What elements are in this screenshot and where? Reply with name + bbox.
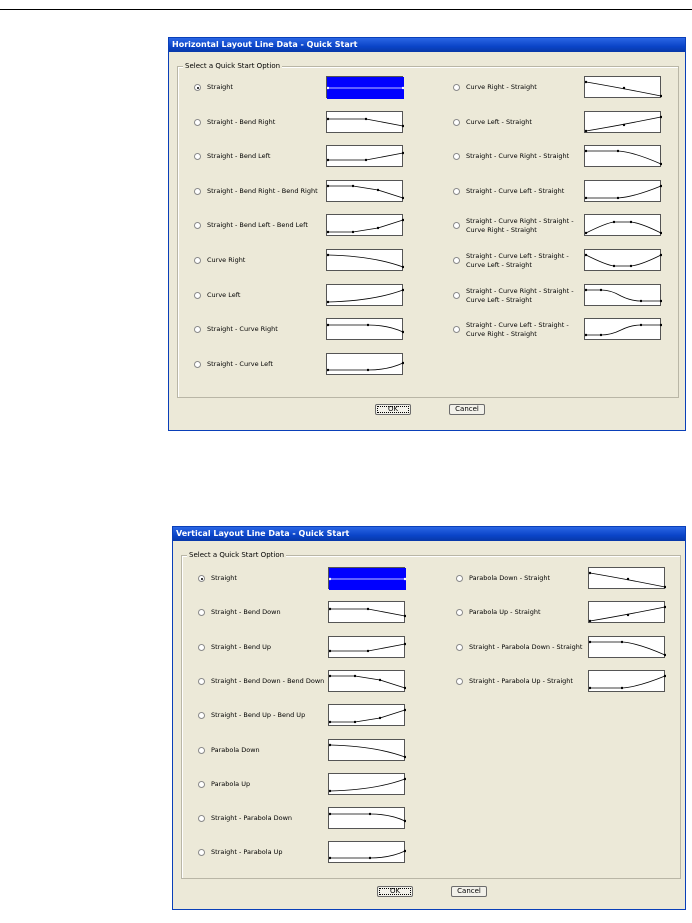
radio-button[interactable] xyxy=(198,712,205,719)
horizontal-quick-start-dialog xyxy=(168,37,686,431)
preview-point xyxy=(352,231,354,233)
option-preview xyxy=(326,284,403,306)
quick-start-option[interactable] xyxy=(453,286,593,304)
radio-button[interactable] xyxy=(453,188,460,195)
option-label: Straight - Curve Right - Straight xyxy=(466,152,570,161)
preview-point xyxy=(660,115,662,117)
preview-point xyxy=(640,324,642,326)
option-label: Straight - Curve Left - Straight - Curve Right - Straight xyxy=(466,321,569,339)
preview-line xyxy=(330,710,405,722)
preview-point xyxy=(329,857,331,859)
preview-point xyxy=(402,288,404,290)
preview-point xyxy=(617,197,619,199)
option-label: Straight - Bend Left xyxy=(207,152,271,161)
dialog-title: Horizontal Layout Line Data - Quick Start xyxy=(169,38,685,52)
option-label: Straight - Parabola Down xyxy=(211,814,293,823)
quick-start-option[interactable] xyxy=(453,187,593,199)
preview-point xyxy=(367,324,369,326)
quick-start-option[interactable] xyxy=(194,83,334,95)
vertical-quick-start-dialog xyxy=(172,526,686,910)
radio-button[interactable] xyxy=(198,849,205,856)
radio-button[interactable] xyxy=(453,153,460,160)
quick-start-option[interactable] xyxy=(194,187,334,199)
quick-start-option[interactable] xyxy=(198,780,338,792)
page-header-rule xyxy=(0,9,692,10)
option-preview xyxy=(588,636,665,658)
preview-point xyxy=(404,820,406,822)
radio-button[interactable] xyxy=(456,678,463,685)
preview-point xyxy=(379,717,381,719)
ok-button[interactable]: OK xyxy=(377,886,413,897)
preview-point xyxy=(664,653,666,655)
option-label: Curve Left - Straight xyxy=(466,117,532,126)
preview-point xyxy=(369,857,371,859)
option-preview xyxy=(326,353,403,375)
preview-point xyxy=(600,334,602,336)
preview-line xyxy=(586,325,661,335)
radio-button[interactable] xyxy=(194,84,201,91)
radio-button[interactable] xyxy=(198,815,205,822)
option-preview xyxy=(584,111,661,133)
option-preview xyxy=(328,601,405,623)
quick-start-option[interactable] xyxy=(198,608,338,620)
preview-point xyxy=(402,331,404,333)
preview-point xyxy=(585,150,587,152)
radio-button[interactable] xyxy=(456,609,463,616)
preview-point xyxy=(365,159,367,161)
quick-start-option[interactable] xyxy=(456,574,596,586)
quick-start-option[interactable] xyxy=(453,321,593,339)
preview-point xyxy=(402,266,404,268)
preview-point xyxy=(589,572,591,574)
preview-point xyxy=(585,197,587,199)
quick-start-option[interactable] xyxy=(453,152,593,164)
preview-line xyxy=(586,255,661,266)
option-label: Straight - Curve Right xyxy=(207,325,278,334)
option-preview xyxy=(584,318,661,340)
option-preview xyxy=(328,739,405,761)
option-label: Straight - Bend Up xyxy=(211,642,272,651)
option-label: Straight - Curve Right - Straight - Curve Right - Straight xyxy=(466,217,574,235)
preview-point xyxy=(367,369,369,371)
option-preview xyxy=(326,318,403,340)
preview-line xyxy=(590,642,665,655)
radio-button[interactable] xyxy=(198,644,205,651)
preview-point xyxy=(627,614,629,616)
radio-button[interactable] xyxy=(198,575,205,582)
option-label: Parabola Down - Straight xyxy=(469,574,551,582)
option-label: Straight - Curve Right - Straight - Curve Left - Straight xyxy=(466,286,574,304)
radio-button[interactable] xyxy=(194,222,201,229)
option-preview xyxy=(328,841,405,863)
quick-start-option[interactable] xyxy=(453,118,593,130)
preview-point xyxy=(402,124,404,126)
preview-point xyxy=(621,687,623,689)
radio-button[interactable] xyxy=(194,326,201,333)
preview-line xyxy=(590,676,665,688)
quick-start-option[interactable] xyxy=(198,574,338,586)
preview-line xyxy=(586,151,661,164)
preview-point xyxy=(589,687,591,689)
radio-button[interactable] xyxy=(456,644,463,651)
preview-point xyxy=(365,117,367,119)
preview-point xyxy=(585,129,587,131)
preview-point xyxy=(404,850,406,852)
option-preview xyxy=(328,704,405,726)
preview-line xyxy=(330,676,405,688)
preview-line xyxy=(328,255,403,267)
preview-point xyxy=(329,649,331,651)
option-label: Parabola Up xyxy=(211,779,251,788)
preview-point xyxy=(329,813,331,815)
preview-point xyxy=(404,709,406,711)
option-preview xyxy=(328,807,405,829)
preview-point xyxy=(664,586,666,588)
quick-start-option[interactable] xyxy=(198,711,338,723)
radio-button[interactable] xyxy=(453,119,460,126)
option-preview xyxy=(328,670,405,692)
quick-start-option[interactable] xyxy=(198,643,338,655)
option-preview xyxy=(326,145,403,167)
preview-point xyxy=(404,755,406,757)
radio-button[interactable] xyxy=(453,326,460,333)
preview-point xyxy=(630,265,632,267)
preview-point xyxy=(327,185,329,187)
option-preview xyxy=(584,214,661,236)
quick-start-option[interactable] xyxy=(194,291,334,303)
option-preview xyxy=(326,214,403,236)
preview-point xyxy=(327,117,329,119)
option-label: Straight - Curve Left - Straight xyxy=(466,186,565,195)
preview-point xyxy=(664,675,666,677)
dialog-title: Vertical Layout Line Data - Quick Start xyxy=(173,527,685,541)
preview-point xyxy=(327,231,329,233)
preview-point xyxy=(377,189,379,191)
preview-point xyxy=(660,95,662,97)
preview-point xyxy=(329,743,331,745)
quick-start-option[interactable] xyxy=(198,746,338,758)
preview-point xyxy=(585,81,587,83)
preview-point xyxy=(617,150,619,152)
radio-button[interactable] xyxy=(198,781,205,788)
preview-line xyxy=(330,814,405,821)
preview-point xyxy=(589,620,591,622)
preview-point xyxy=(354,675,356,677)
radio-button[interactable] xyxy=(194,257,201,264)
preview-point xyxy=(404,778,406,780)
preview-point xyxy=(329,608,331,610)
preview-point xyxy=(660,324,662,326)
preview-point xyxy=(402,197,404,199)
option-preview xyxy=(588,567,665,589)
radio-button[interactable] xyxy=(456,575,463,582)
preview-line xyxy=(586,186,661,198)
quick-start-option[interactable] xyxy=(456,608,596,620)
option-label: Curve Right xyxy=(207,256,246,264)
preview-point xyxy=(379,679,381,681)
option-preview xyxy=(328,567,405,589)
option-label: Parabola Up - Straight xyxy=(469,608,541,617)
preview-line xyxy=(328,363,403,370)
quick-start-option[interactable] xyxy=(453,252,593,269)
option-label: Straight - Bend Down xyxy=(211,608,281,617)
cancel-button[interactable]: Cancel xyxy=(451,886,487,897)
group-title: Select a Quick Start Option xyxy=(189,551,285,559)
quick-start-option[interactable] xyxy=(456,643,596,655)
quick-start-option[interactable] xyxy=(194,152,334,164)
preview-point xyxy=(600,288,602,290)
radio-button[interactable] xyxy=(453,257,460,264)
quick-start-option[interactable] xyxy=(194,256,334,268)
option-preview xyxy=(328,773,405,795)
option-label: Straight - Curve Left xyxy=(207,359,273,368)
quick-start-option[interactable] xyxy=(194,221,334,233)
preview-line xyxy=(328,325,403,332)
preview-point xyxy=(402,362,404,364)
preview-point xyxy=(327,159,329,161)
option-label: Straight - Bend Right xyxy=(207,117,276,126)
quick-start-option[interactable] xyxy=(194,360,334,372)
option-preview xyxy=(588,670,665,692)
preview-line xyxy=(330,779,405,791)
quick-start-option[interactable] xyxy=(456,677,596,689)
preview-point xyxy=(585,288,587,290)
option-preview xyxy=(326,111,403,133)
preview-line xyxy=(586,290,661,301)
preview-point xyxy=(664,606,666,608)
preview-line xyxy=(586,222,661,233)
radio-button[interactable] xyxy=(453,84,460,91)
option-preview xyxy=(328,636,405,658)
preview-point xyxy=(623,87,625,89)
quick-start-option[interactable] xyxy=(194,325,334,337)
preview-point xyxy=(404,642,406,644)
radio-button[interactable] xyxy=(194,292,201,299)
preview-point xyxy=(329,790,331,792)
preview-point xyxy=(589,640,591,642)
preview-point xyxy=(630,221,632,223)
option-preview xyxy=(588,601,665,623)
radio-button[interactable] xyxy=(194,119,201,126)
option-preview xyxy=(584,284,661,306)
preview-point xyxy=(369,813,371,815)
option-label: Straight - Parabola Down - Straight xyxy=(469,642,583,651)
option-label: Straight xyxy=(211,574,237,582)
radio-button[interactable] xyxy=(194,188,201,195)
preview-point xyxy=(367,649,369,651)
preview-point xyxy=(402,152,404,154)
preview-point xyxy=(660,299,662,301)
preview-point xyxy=(660,185,662,187)
preview-point xyxy=(327,254,329,256)
preview-point xyxy=(354,721,356,723)
preview-point xyxy=(329,721,331,723)
preview-line xyxy=(328,186,403,198)
radio-button[interactable] xyxy=(198,678,205,685)
quick-start-option[interactable] xyxy=(198,814,338,826)
quick-start-option[interactable] xyxy=(453,83,593,95)
radio-button[interactable] xyxy=(453,222,460,229)
option-preview xyxy=(584,180,661,202)
radio-button[interactable] xyxy=(194,361,201,368)
preview-point xyxy=(352,185,354,187)
option-preview xyxy=(326,180,403,202)
option-label: Straight - Bend Down - Bend Down xyxy=(211,676,325,685)
preview-line xyxy=(330,851,405,858)
radio-button[interactable] xyxy=(198,609,205,616)
quick-start-option[interactable] xyxy=(453,217,593,235)
preview-point xyxy=(329,675,331,677)
preview-point xyxy=(404,615,406,617)
option-label: Straight - Bend Right - Bend Right xyxy=(207,186,318,195)
radio-button[interactable] xyxy=(453,292,460,299)
group-title: Select a Quick Start Option xyxy=(185,62,281,70)
quick-start-option[interactable] xyxy=(198,677,338,689)
option-preview xyxy=(584,76,661,98)
preview-point xyxy=(327,324,329,326)
preview-line xyxy=(330,745,405,757)
option-label: Curve Right - Straight xyxy=(466,83,537,91)
option-label: Straight - Parabola Up xyxy=(211,848,283,857)
preview-point xyxy=(585,334,587,336)
option-label: Straight - Curve Left - Straight - Curve Left - Straight xyxy=(466,252,569,269)
preview-point xyxy=(327,369,329,371)
option-label: Straight - Bend Up - Bend Up xyxy=(211,711,306,720)
preview-point xyxy=(621,640,623,642)
preview-point xyxy=(660,163,662,165)
option-label: Straight - Parabola Up - Straight xyxy=(469,676,573,685)
option-label: Parabola Down xyxy=(211,745,260,754)
preview-point xyxy=(327,300,329,302)
preview-point xyxy=(404,687,406,689)
preview-point xyxy=(623,123,625,125)
preview-point xyxy=(613,265,615,267)
option-preview xyxy=(326,76,403,98)
preview-line xyxy=(328,220,403,232)
option-label: Straight - Bend Left - Bend Left xyxy=(207,221,308,230)
quick-start-option[interactable] xyxy=(194,118,334,130)
preview-point xyxy=(367,608,369,610)
option-preview xyxy=(326,249,403,271)
option-preview xyxy=(584,249,661,271)
cancel-button[interactable]: Cancel xyxy=(449,404,485,415)
preview-line xyxy=(328,290,403,302)
preview-point xyxy=(377,227,379,229)
preview-point xyxy=(640,299,642,301)
quick-start-option[interactable] xyxy=(198,848,338,860)
preview-point xyxy=(627,578,629,580)
radio-button[interactable] xyxy=(194,153,201,160)
option-label: Straight xyxy=(207,83,233,91)
option-preview xyxy=(584,145,661,167)
radio-button[interactable] xyxy=(198,747,205,754)
preview-point xyxy=(402,219,404,221)
option-label: Curve Left xyxy=(207,290,241,299)
preview-point xyxy=(613,221,615,223)
ok-button[interactable]: OK xyxy=(375,404,411,415)
